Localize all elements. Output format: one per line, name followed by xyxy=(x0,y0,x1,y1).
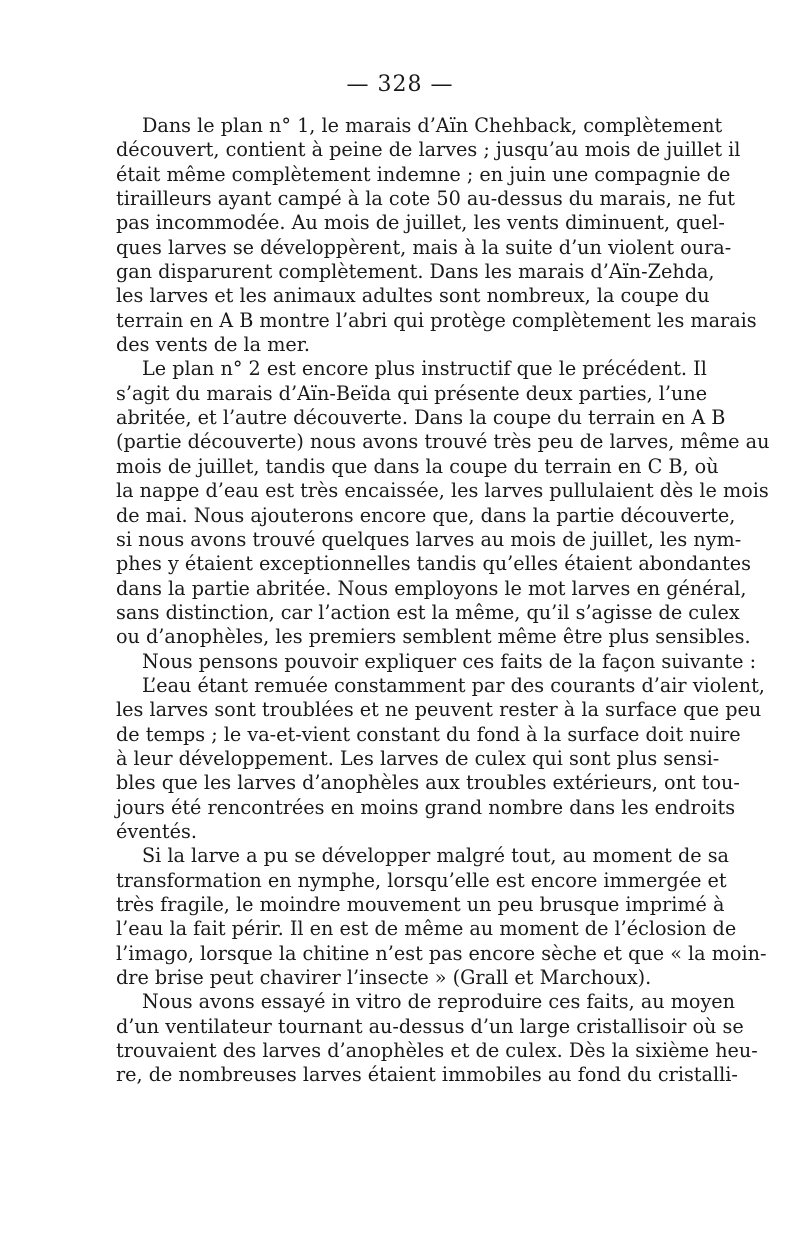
text-line: gan disparurent complètement. Dans les marais d’Aïn-Zehda, xyxy=(116,260,715,284)
body-text xyxy=(116,114,770,1088)
text-line: la nappe d’eau est très encaissée, les larves pullulaient dès le mois xyxy=(116,479,769,503)
text-line: Nous avons essayé in vitro de reproduire ces faits, au moyen xyxy=(142,990,736,1014)
text-line: re, de nombreuses larves étaient immobiles au fond du cristalli- xyxy=(116,1063,738,1087)
text-line: tirailleurs ayant campé à la cote 50 au-dessus du marais, ne fut xyxy=(116,187,735,211)
text-line: jours été rencontrées en moins grand nombre dans les endroits xyxy=(116,795,736,819)
text-line: L’eau étant remuée constamment par des courants d’air violent, xyxy=(142,673,765,697)
text-line: si nous avons trouvé quelques larves au mois de juillet, les nym- xyxy=(116,527,742,551)
text-line: très fragile, le moindre mouvement un peu brusque imprimé à xyxy=(116,893,725,916)
text-line: sans distinction, car l’action est la même, qu’il s’agisse de culex xyxy=(116,600,740,624)
text-line: des vents de la mer. xyxy=(116,333,310,357)
text-line: Si la larve a pu se développer malgré tout, au moment de sa xyxy=(142,844,729,868)
text-line: terrain en A B montre l’abri qui protège complètement les marais xyxy=(116,308,757,332)
text-line: l’imago, lorsque la chitine n’est pas encore sèche et que « la moin- xyxy=(116,941,767,965)
text-line: de mai. Nous ajouterons encore que, dans la partie découverte, xyxy=(116,503,736,527)
text-line: d’un ventilateur tournant au-dessus d’un large cristallisoir où se xyxy=(116,1014,744,1038)
text-line: Dans le plan n° 1, le marais d’Aïn Chehback, complètement xyxy=(142,114,723,137)
text-line: bles que les larves d’anophèles aux troubles extérieurs, ont tou- xyxy=(116,771,740,795)
text-line: pas incommodée. Au mois de juillet, les vents diminuent, quel- xyxy=(116,211,725,235)
text-line: Nous pensons pouvoir expliquer ces faits de la façon suivante : xyxy=(142,649,757,673)
text-line: était même complètement indemne ; en juin une compagnie de xyxy=(116,162,731,186)
text-line: les larves et les animaux adultes sont nombreux, la coupe du xyxy=(116,284,710,308)
text-line: dre brise peut chavirer l’insecte » (Grall et Marchoux). xyxy=(116,966,652,990)
text-line: l’eau la fait périr. Il en est de même au moment de l’éclosion de xyxy=(116,917,737,941)
text-line: s’agit du marais d’Aïn-Beïda qui présente deux parties, l’une xyxy=(116,381,708,405)
text-line: les larves sont troublées et ne peuvent rester à la surface que peu xyxy=(116,698,762,722)
text-line: ou d’anophèles, les premiers semblent même être plus sensibles. xyxy=(116,625,751,649)
text-line: mois de juillet, tandis que dans la coupe du terrain en C B, où xyxy=(116,454,719,478)
page-number: — 328 — xyxy=(346,72,454,97)
text-line: ques larves se développèrent, mais à la suite d’un violent oura- xyxy=(116,235,732,259)
text-line: transformation en nymphe, lorsqu’elle est encore immergée et xyxy=(116,868,727,892)
text-line: trouvaient des larves d’anophèles et de culex. Dès la sixième heu- xyxy=(116,1039,758,1063)
text-line: à leur développement. Les larves de culex qui sont plus sensi- xyxy=(116,746,720,770)
text-line: éventés. xyxy=(116,819,197,843)
text-line: abritée, et l’autre découverte. Dans la coupe du terrain en A B xyxy=(116,406,726,430)
text-line: découvert, contient à peine de larves ; jusqu’au mois de juillet il xyxy=(116,138,741,162)
text-line: dans la partie abritée. Nous employons le mot larves en général, xyxy=(116,576,747,600)
text-line: (partie découverte) nous avons trouvé très peu de larves, même au xyxy=(116,430,770,454)
text-line: de temps ; le va-et-vient constant du fond à la surface doit nuire xyxy=(116,722,741,746)
text-line: phes y étaient exceptionnelles tandis qu’elles étaient abondantes xyxy=(116,552,751,576)
text-line: Le plan n° 2 est encore plus instructif que le précédent. Il xyxy=(142,357,707,381)
